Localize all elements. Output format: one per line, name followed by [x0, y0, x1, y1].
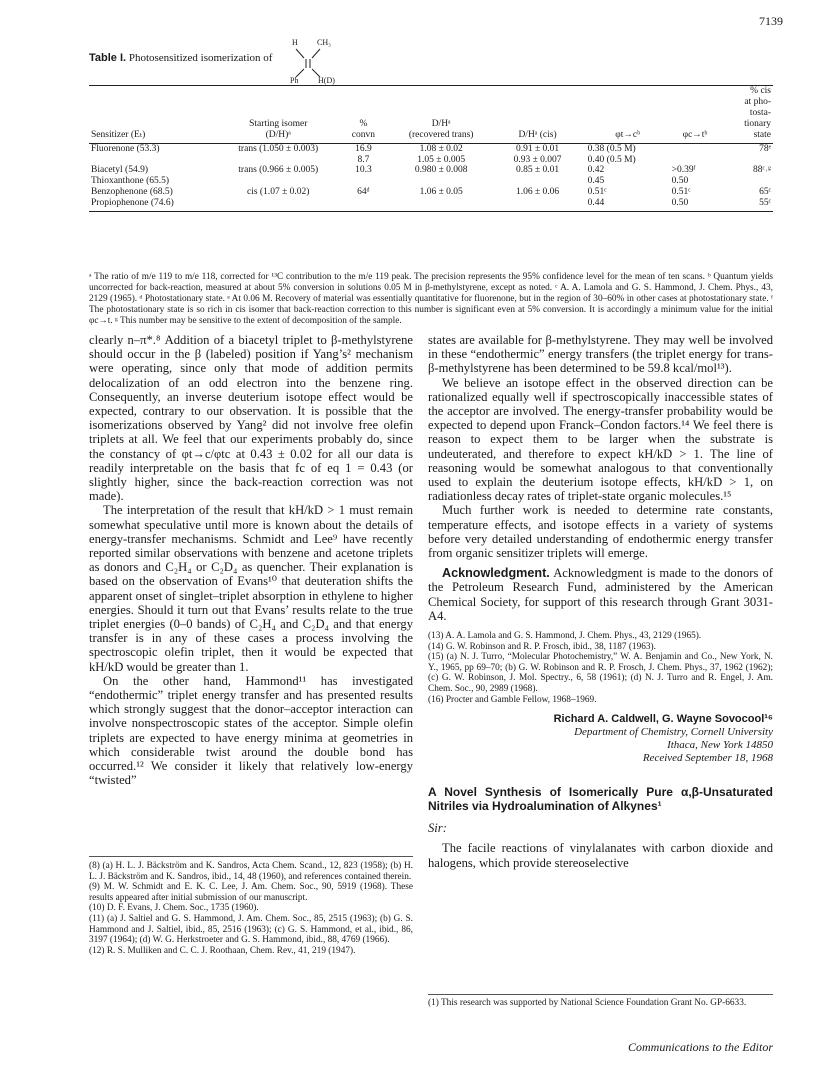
cell-sensitizer: Benzophenone (68.5) — [91, 187, 173, 198]
cell-phi-ct: 0.50 — [670, 198, 721, 211]
th-dh-cis: D/Hᵃ (cis) — [497, 86, 577, 144]
cell-starting-isomer: trans (0.966 ± 0.005) — [238, 165, 319, 176]
cell-convn — [342, 198, 385, 211]
cell-sensitizer: Propiophenone (74.6) — [89, 198, 215, 211]
paragraph: On the other hand, Hammond¹¹ has investigated “endothermic” triplet energy transfer and has presented results which strongly suggest that the donor–acceptor interaction can involve nonspectroscopic states of the acceptor. Simple olefin triplets are expected to have energy minima at geometries in which considerable twist around the double bond has occurred.¹² We consider it likely that relatively low-energy “twisted” — [89, 673, 413, 788]
next-article-title: A Novel Synthesis of Isomerically Pure α,β-Unsaturated Nitriles via Hydroalumination of Alkynes¹ — [428, 785, 773, 814]
th-phi-tc: φt→cᵇ — [578, 86, 670, 144]
left-column — [89, 333, 413, 788]
th-pss: % cis at pho- tosta- tionary state — [720, 86, 773, 144]
footer-section: Communications to the Editor — [628, 1040, 773, 1054]
cell-phi-tc: 0.51ᶜ — [587, 187, 607, 198]
cell-dh-trans — [385, 198, 498, 211]
cell-dh-trans — [385, 176, 498, 187]
paragraph: states are available for β-methylstyrene. They may well be involved in these “endothermic” energy transfers (the triplet energy for trans-β-methylstyrene has been determined to be 59.8 kcal/mol¹³). — [428, 333, 773, 376]
double-bond-drawing — [268, 38, 358, 86]
reference: (15) (a) N. J. Turro, “Molecular Photochemistry,” W. A. Benjamin and Co., New York, N. Y., 1965, pp 69–70; (b) G. W. Robinson and R. P. Frosch, J. Chem. Phys., 37, 1962 (1962); (c) G. W. Robinson, J. Mol. Spectry., 6, 58 (1961); (d) N. J. Turro and R. Engel, J. Am. Chem. Soc., 90, 2989 (1968). — [428, 652, 773, 695]
reference: (11) (a) J. Saltiel and G. S. Hammond, J. Am. Chem. Soc., 85, 2515 (1963); (b) G. S. Hammond and J. Saltiel, ibid., 85, 2516 (1963); (c) G. S. Hammond, et al., ibid., 86, 3197 (1964); (d) W. G. Herkstroeter and G. S. Hammond, ibid., 88, 4769 (1966). — [89, 913, 413, 946]
reference: (12) R. S. Mulliken and C. C. J. Roothaan, Chem. Rev., 41, 219 (1947). — [89, 945, 356, 956]
cell-starting-isomer — [215, 176, 342, 187]
cell-convn: 8.7 — [357, 154, 370, 165]
cell-starting-isomer: trans (1.050 ± 0.003) — [238, 143, 319, 154]
next-article-footnote: (1) This research was supported by National Science Foundation Grant No. GP-6633. — [428, 994, 773, 1009]
cell-phi-tc: 0.45 — [587, 176, 605, 187]
struct-label-ph: Ph — [290, 76, 299, 85]
next-article-text: The facile reactions of vinylalanates with carbon dioxide and halogens, which provide stereoselective — [428, 841, 773, 870]
cell-dh-cis: 1.06 ± 0.06 — [515, 187, 560, 198]
th-dh-trans: D/Hᵃ (recovered trans) — [385, 86, 498, 144]
right-references — [428, 631, 773, 705]
cell-pss: 65ᶜ — [759, 187, 771, 198]
cell-starting-isomer: cis (1.07 ± 0.02) — [247, 187, 310, 198]
cell-dh-trans: 1.06 ± 0.05 — [419, 187, 463, 198]
table-title: Photosensitized isomerization of — [128, 52, 273, 64]
reference: (10) D. F. Evans, J. Chem. Soc., 1735 (1960). — [89, 903, 259, 914]
paragraph: We believe an isotope effect in the observed direction can be rationalized equally well if spectroscopically inaccessible states of the acceptor are involved. The energy-transfer probability would be expected to depend upon Franck–Condon factors.¹⁴ We feel there is reason to expect them to be larger when the substrate is undeuterated, and therefore to expect kH/kD > 1. The line of reasoning would be somewhat analogous to that conventionally used to explain the deuterium isotope effects, kH/kD > 1, on radiationless decay rates of triplet-state organic molecules.¹⁵ — [428, 375, 773, 504]
cell-dh-cis: 0.93 ± 0.007 — [513, 154, 562, 165]
cell-phi-ct: 0.51ᶜ — [671, 187, 691, 198]
cell-pss — [720, 176, 773, 187]
reference: (16) Procter and Gamble Fellow, 1968–1969. — [428, 694, 597, 705]
cell-starting-isomer — [215, 155, 342, 166]
acknowledgment — [428, 566, 773, 623]
cell-dh-cis: 0.91 ± 0.01 — [515, 143, 560, 154]
author-city: Ithaca, New York 14850 — [667, 739, 773, 752]
table-caption — [89, 52, 272, 64]
table-row — [89, 165, 773, 176]
cell-convn: 16.9 — [355, 143, 372, 154]
table-label: Table I. — [89, 52, 127, 64]
cell-phi-tc: 0.40 (0.5 M) — [587, 154, 636, 165]
cell-dh-cis: 0.85 ± 0.01 — [515, 165, 560, 176]
right-column — [428, 333, 773, 870]
cell-dh-cis — [497, 198, 577, 211]
author-block — [428, 713, 773, 765]
isomerization-table — [89, 85, 773, 212]
reference: (8) (a) H. L. J. Bäckström and K. Sandros, Acta Chem. Scand., 12, 823 (1958); (b) H. L. J. Bäckström and K. Sandros, ibid., 14, 48 (1960), and references contained therein. — [89, 861, 413, 882]
table-row — [89, 143, 773, 154]
cell-pss — [720, 155, 773, 166]
reference: (14) G. W. Robinson and R. P. Frosch, ibid., 38, 1187 (1963). — [428, 641, 656, 652]
cell-convn: 10.3 — [355, 165, 372, 176]
received-date: Received September 18, 1968 — [642, 752, 773, 765]
author-names: Richard A. Caldwell, G. Wayne Sovocool¹⁶ — [553, 713, 773, 726]
cell-starting-isomer — [215, 198, 342, 211]
cell-phi-ct: >0.39ᶠ — [671, 165, 696, 176]
cell-convn — [342, 176, 385, 187]
cell-phi-tc: 0.42 — [587, 165, 605, 176]
struct-label-h: H — [292, 38, 298, 47]
cell-phi-tc: 0.38 (0.5 M) — [587, 143, 636, 154]
cell-sensitizer: Biacetyl (54.9) — [91, 165, 148, 176]
cell-pss: 78ᵉ — [759, 143, 771, 154]
table-row — [89, 187, 773, 198]
reference: (9) M. W. Schmidt and E. K. C. Lee, J. Am. Chem. Soc., 90, 5919 (1968). These results appeared after initial submission of our manuscript. — [89, 882, 413, 903]
paragraph: The interpretation of the result that kH/kD > 1 must remain somewhat speculative until more is known about the details of energy-transfer mechanisms. Schmidt and Lee⁹ have recently reported similar observations with benzene and acetone triplets as donors and C₂H₄ or C₂D₄ as quencher. Their explanation is based on the observation of Evans¹⁰ that deuteration shifts the apparent onset of singlet–triplet absorption in ethylene to higher energies. Should it turn out that Evans’ results relate to the true triplet energies (0–0 bands) of C₂H₄ and C₂D₄ and that energy transfer is in any of these cases a process involving the spectroscopic olefin triplet, then it would be expected that kH/kD would be greater than 1. — [89, 503, 413, 674]
th-convn: % convn — [342, 86, 385, 144]
cell-dh-trans: 1.08 ± 0.02 — [419, 143, 463, 154]
acknowledgment-label: Acknowledgment. — [442, 566, 550, 581]
struct-label-ch3: CH₃ — [317, 38, 331, 47]
cell-pss: 55ᶜ — [720, 198, 773, 211]
reference: (13) A. A. Lamola and G. S. Hammond, J. Chem. Phys., 43, 2129 (1965). — [428, 631, 702, 642]
th-phi-ct: φc→tᵇ — [670, 86, 721, 144]
paragraph: Much further work is needed to determine rate constants, temperature effects, and isotope effects in a variety of systems before very detailed understanding of endothermic energy transfer from organic sensitizer triplets will emerge. — [428, 503, 773, 561]
table-row — [89, 176, 773, 187]
cell-dh-trans: 0.980 ± 0.008 — [414, 165, 468, 176]
left-references — [89, 856, 413, 956]
cell-convn: 64ᵈ — [357, 187, 370, 198]
th-sensitizer: Sensitizer (Eₜ) — [89, 86, 215, 144]
styrene-structure — [268, 38, 358, 86]
struct-label-hd: H(D) — [318, 76, 335, 85]
cell-phi-tc: 0.44 — [578, 198, 670, 211]
table-row — [89, 198, 773, 211]
cell-phi-ct: 0.50 — [671, 176, 689, 187]
table-row — [89, 155, 773, 166]
cell-sensitizer — [89, 155, 215, 166]
th-starting-isomer: Starting isomer (D/H)ᵃ — [215, 86, 342, 144]
cell-phi-ct — [670, 143, 721, 154]
salutation: Sir: — [428, 821, 447, 836]
acknowledgment-text: Acknowledgment is made to the donors of the Petroleum Research Fund, administered by the American Chemical Society, for support of this research through Grant 3031-A4. — [428, 566, 773, 623]
table-footnotes: ᵃ The ratio of m/e 119 to m/e 118, corrected for ¹³C contribution to the m/e 119 peak. The precision represents the 95% confidence level for the mean of ten scans. ᵇ Quantum yields uncorrected for back-reaction, measured at about 5% conversion in solutions 0.05 M in β-methylstyrene, except as noted. ᶜ A. A. Lamola and G. S. Hammond, J. Chem. Phys., 43, 2129 (1965). ᵈ Photostationary state. ᵉ At 0.06 M. Recovery of material was essentially quantitative for fluorenone, but in the region of 30–60% in other cases at photostationary state. ᶠ The photostationary state is so rich in cis isomer that back-reaction correction to this number is significant even at 5% conversion. It is accordingly a minimum value for the initial φc→t. ᵍ This number may be sensitive to the extent of decomposition of the sample. — [89, 272, 773, 326]
cell-phi-ct — [670, 155, 721, 166]
page-number: 7139 — [759, 14, 783, 28]
cell-sensitizer: Thioxanthone (65.5) — [91, 176, 170, 187]
paragraph: clearly n–π*.⁸ Addition of a biacetyl triplet to β-methylstyrene should occur in the β (labeled) position if Yang’s² mechanism were operating, since only that mode of addition permits delocalization of an odd electron into the benzene ring. Consequently, an inverse deuterium isotope effect would be expected, contrary to our observation. It is possible that the isomerizations observed by Yang² did not involve free olefin triplets at all. We feel that our experiments probably do, since the constancy of φt→c/φtc at 0.43 ± 0.02 for all our data is readily interpretable on the basis that fc of eq 1 = 0.43 (or slightly higher, since the back-reaction correction was not made). — [89, 333, 413, 504]
cell-dh-trans: 1.05 ± 0.005 — [417, 154, 466, 165]
cell-dh-cis — [497, 176, 577, 187]
cell-pss: 88ᶜ˒ᵍ — [753, 165, 771, 176]
cell-sensitizer: Fluorenone (53.3) — [91, 143, 160, 154]
author-department: Department of Chemistry, Cornell University — [574, 726, 773, 739]
